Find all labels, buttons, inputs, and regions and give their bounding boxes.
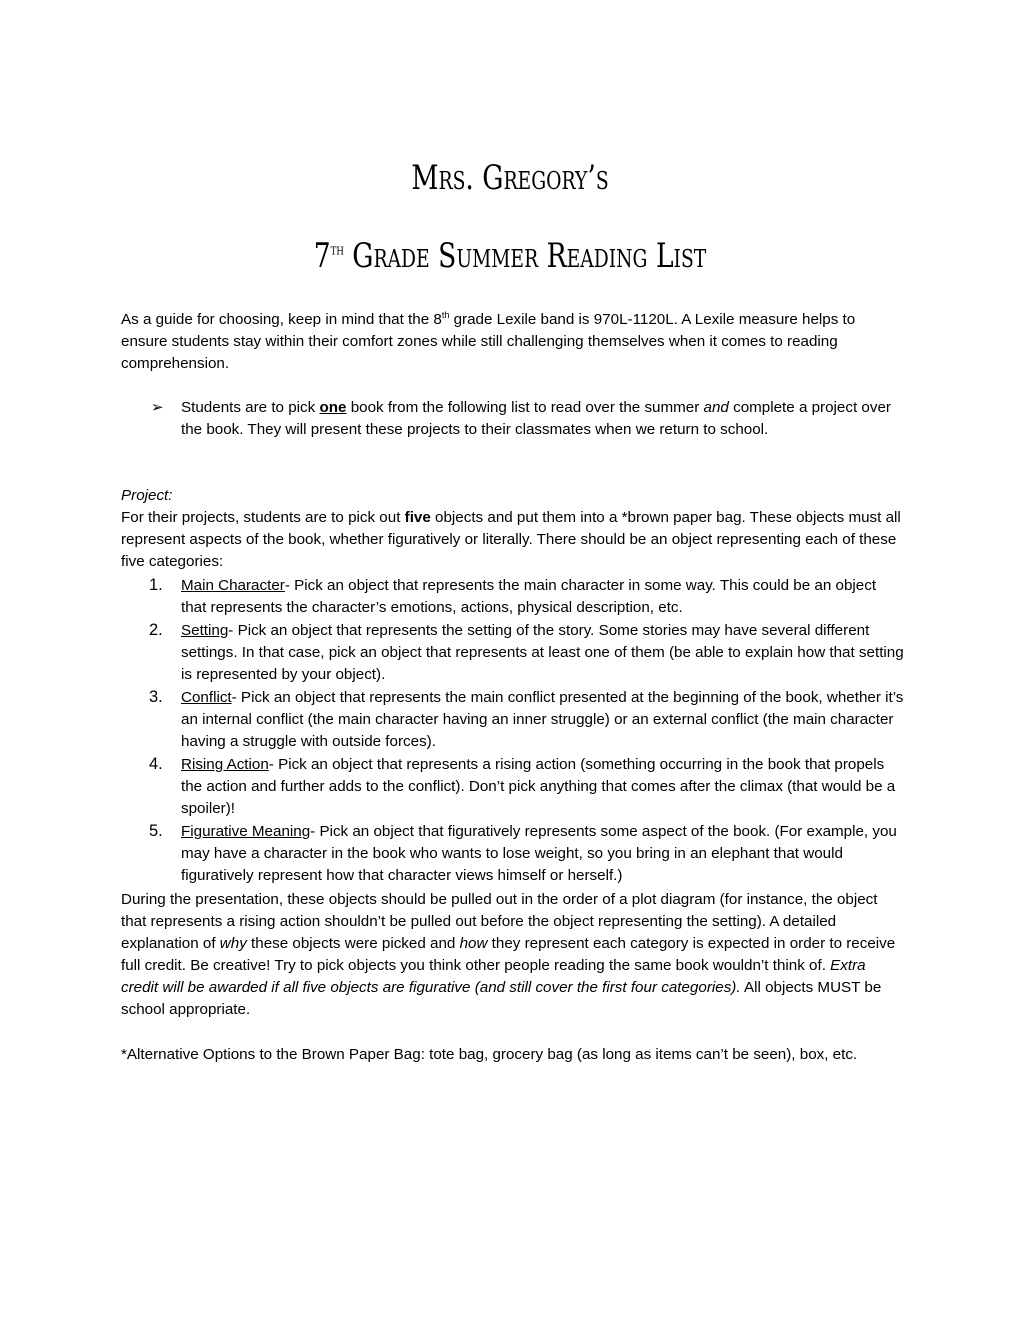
presentation-text-4: All objects MUST be school appropriate.	[121, 979, 882, 1018]
item-text: - Pick an object that represents the main character in some way. This could be an object that represents the character’s emotions, actions, physical description, etc.	[181, 577, 877, 616]
list-item	[121, 687, 905, 753]
bullet-italic-and: and	[703, 399, 729, 416]
categories-list	[121, 575, 905, 888]
intro-paragraph	[121, 309, 905, 375]
alternative-options: *Alternative Options to the Brown Paper Bag: tote bag, grocery bag (as long as items can’t be seen), box, etc.	[121, 1046, 858, 1063]
extra-credit-note: Extra credit will be awarded if all five objects are figurative (and still cover the first four categories).	[121, 957, 866, 996]
title-line-1: Mrs. Gregory’s	[411, 158, 609, 198]
list-item	[121, 821, 905, 887]
bullet-text-3: complete a project over the book. They will present these projects to their classmates when we return to school.	[181, 399, 891, 438]
list-item	[121, 754, 905, 820]
project-heading	[121, 485, 905, 507]
arrow-bullet-icon: ➢	[151, 399, 164, 416]
item-text: - Pick an object that represents the setting of the story. Some stories may have several different settings. In that case, pick an object that represents at least one of them (be able to explain how that setting is represented by your object).	[181, 622, 904, 683]
bullet-text-2: book from the following list to read over the summer	[346, 399, 704, 416]
project-description	[121, 507, 905, 573]
item-label: Main Character	[181, 577, 285, 594]
presentation-italic-why: why	[219, 935, 247, 952]
presentation-text-2: these objects were picked and	[246, 935, 460, 952]
list-item	[121, 575, 905, 619]
intro-text-2: grade Lexile band is 970L-1120L. A Lexile measure helps to ensure students stay within their comfort zones while still challenging themselves when it comes to reading comprehension.	[121, 311, 856, 372]
title-grade-number: 7	[313, 236, 331, 276]
project-section	[121, 485, 905, 573]
item-label: Setting	[181, 622, 229, 639]
project-text-2: objects and put them into a *brown paper bag. These objects must all represent aspects of the book, whether figuratively or literally. There should be an object representing each of these five categories:	[121, 509, 901, 570]
item-label: Rising Action	[181, 756, 269, 773]
item-text: - Pick an object that represents a rising action (something occurring in the book that propels the action and further adds to the conflict). Don’t pick anything that comes after the climax (that would be a spoiler)!	[181, 756, 896, 817]
project-bold-five: five	[404, 509, 431, 526]
project-text-1: For their projects, students are to pick out	[121, 509, 405, 526]
intro-sup: th	[441, 309, 450, 320]
item-number: 2.	[149, 621, 163, 639]
bullet-text-1: Students are to pick	[181, 399, 320, 416]
item-number: 4.	[149, 755, 163, 773]
bullet-text	[181, 397, 905, 441]
item-text: - Pick an object that figuratively represents some aspect of the book. (For example, you may have a character in the book who wants to lose weight, so you bring in an elephant that would figuratively represent how that character views himself or herself.)	[181, 823, 897, 884]
instruction-bullet	[121, 397, 905, 441]
item-label: Conflict	[181, 689, 232, 706]
item-label: Figurative Meaning	[181, 823, 311, 840]
item-number: 5.	[149, 822, 163, 840]
title-grade-rest: Grade Summer Reading List	[343, 236, 707, 276]
intro-text-1: As a guide for choosing, keep in mind that the 8	[121, 311, 442, 328]
presentation-text-1: During the presentation, these objects should be pulled out in the order of a plot diagram (for instance, the object that represents a rising action shouldn’t be pulled out before the object representing the setting). A detailed explanation of	[121, 891, 878, 952]
project-heading-text: Project:	[121, 487, 173, 504]
presentation-paragraph	[121, 889, 905, 1021]
item-number: 3.	[149, 688, 163, 706]
bullet-bold-one: one	[319, 399, 347, 416]
title-line-2	[112, 236, 908, 276]
list-item	[121, 620, 905, 686]
title-grade-suffix: th	[330, 239, 344, 259]
presentation-text-3: they represent each category is expected in order to receive full credit. Be creative! Try to pick objects you think other people reading the same book wouldn’t think of.	[121, 935, 896, 974]
presentation-italic-how: how	[459, 935, 488, 952]
item-text: - Pick an object that represents the main conflict presented at the beginning of the book, whether it’s an internal conflict (the main character having an inner struggle) or an external conflict (the main character having a struggle with outside forces).	[181, 689, 904, 750]
item-number: 1.	[149, 576, 163, 594]
